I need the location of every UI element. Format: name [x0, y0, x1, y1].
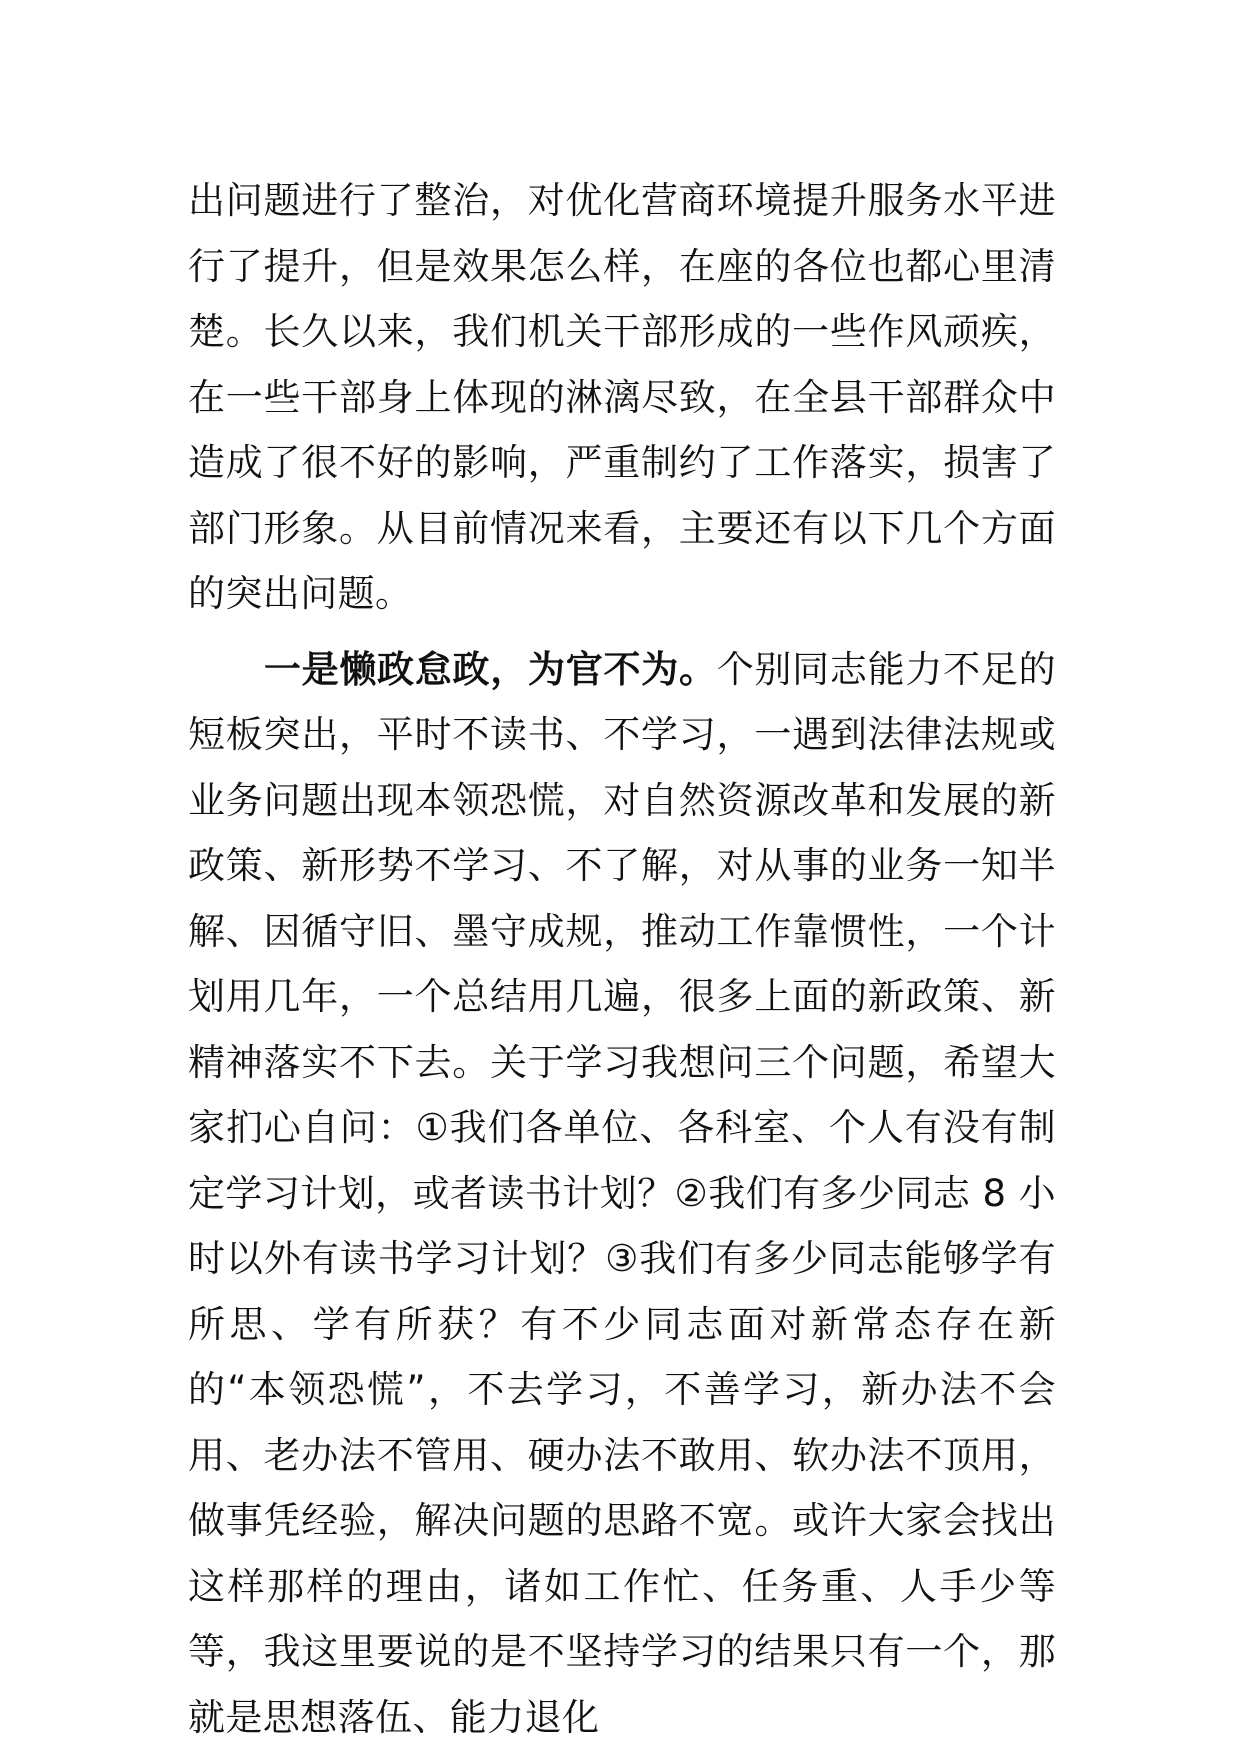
paragraph-1-text: 出问题进行了整治，对优化营商环境提升服务水平进行了提升，但是效果怎么样，在座的各位也都心里清楚。长久以来，我们机关干部形成的一些作风顽疾，在一些干部身上体现的淋漓尽致，在全县干部群众中造成了很不好的影响，严重制约了工作落实，损害了部门形象。从目前情况来看，主要还有以下几个方面的突出问题。 — [188, 179, 1056, 615]
document-body — [188, 168, 1056, 1750]
paragraph-2-heading: 一是懒政怠政，为官不为。 — [263, 647, 717, 691]
paragraph-2 — [188, 637, 1056, 1751]
paragraph-2-text: 个别同志能力不足的短板突出，平时不读书、不学习，一遇到法律法规或业务问题出现本领恐慌，对自然资源改革和发展的新政策、新形势不学习、不了解，对从事的业务一知半解、因循守旧、墨守成规，推动工作靠惯性，一个计划用几年，一个总结用几遍，很多上面的新政策、新精神落实不下去。关于学习我想问三个问题，希望大家扪心自问：①我们各单位、各科室、个人有没有制定学习计划，或者读书计划？②我们有多少同志 8 小时以外有读书学习计划？③我们有多少同志能够学有所思、学有所获？有不少同志面对新常态存在新的“本领恐慌”，不去学习，不善学习，新办法不会用、老办法不管用、硬办法不敢用、软办法不顶用，做事凭经验，解决问题的思路不宽。或许大家会找出这样那样的理由，诸如工作忙、任务重、人手少等等，我这里要说的是不坚持学习的结果只有一个，那就是思想落伍、能力退化 — [188, 647, 1056, 1739]
paragraph-1 — [188, 168, 1056, 627]
